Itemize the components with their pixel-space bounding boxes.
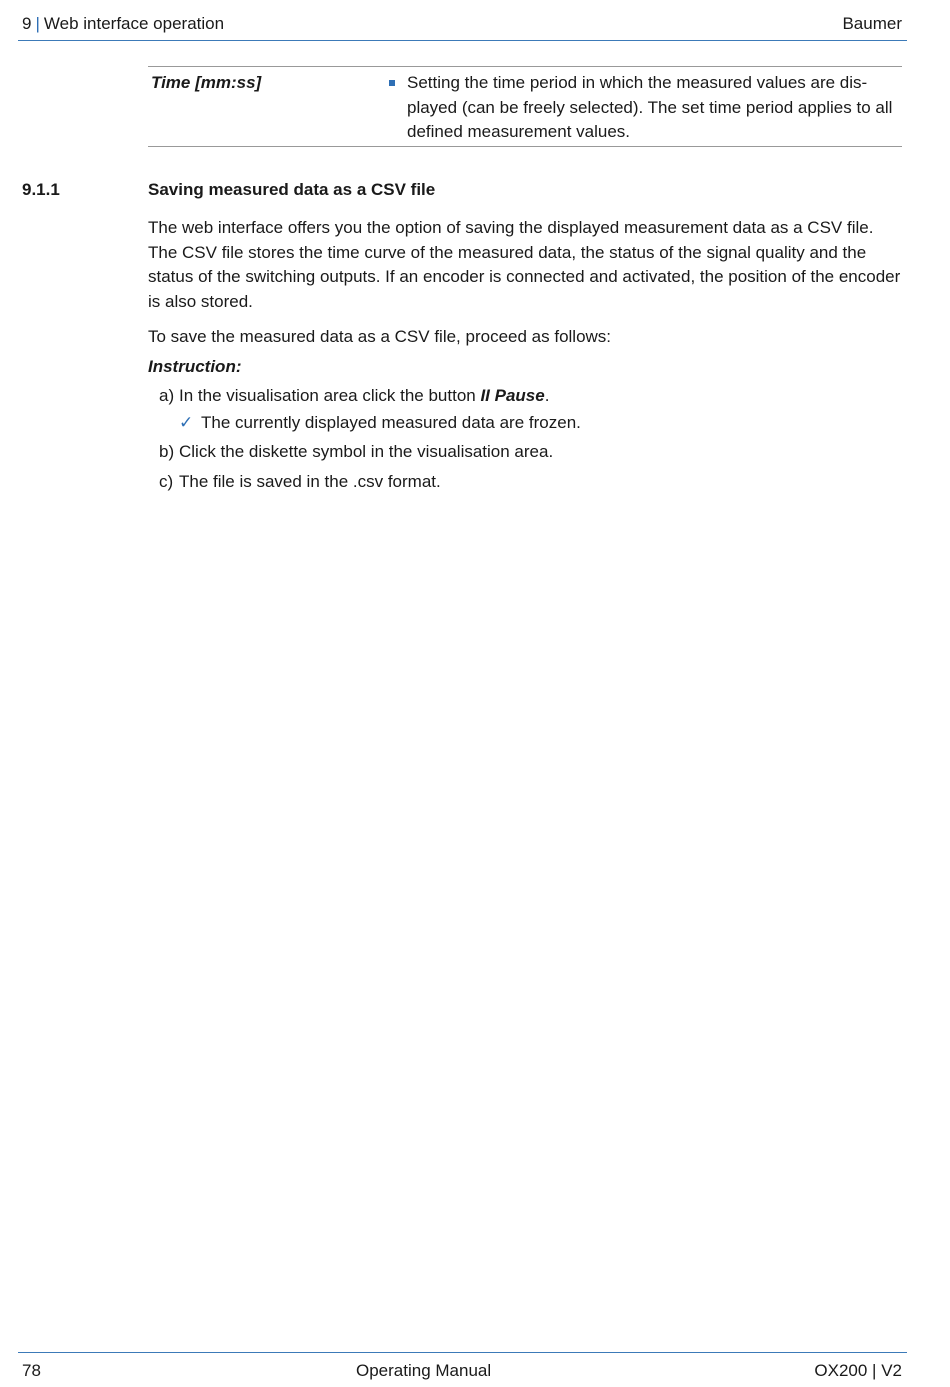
step-marker: c): [159, 472, 174, 491]
pause-button-label: II Pause: [480, 386, 545, 405]
step-suffix: .: [544, 386, 550, 405]
page-footer: [18, 1352, 907, 1387]
step-b: [159, 442, 553, 462]
product-version: OX200 | V2: [814, 1361, 902, 1380]
result-text: The currently displayed measured data are frozen.: [201, 413, 581, 432]
step-text: The file is saved in the .csv format.: [179, 472, 441, 491]
step-c: [159, 472, 441, 492]
bullet-square-icon: [389, 80, 395, 86]
step-text: In the visualisation area click the button: [179, 386, 481, 405]
step-a: [159, 386, 549, 406]
header-chapter: [22, 14, 224, 34]
chapter-title: Web interface operation: [43, 14, 225, 33]
chapter-number: 9: [22, 14, 32, 33]
instruction-label: Instruction:: [148, 357, 242, 376]
header-separator: |: [35, 14, 40, 33]
parameter-name: Time [mm:ss]: [151, 73, 262, 92]
page-number: 78: [22, 1361, 41, 1380]
parameter-description: Setting the time period in which the measured values are dis-played (can be freely selected). The set time period applies to all defined measurement values.: [407, 73, 893, 141]
document-type: Operating Manual: [356, 1361, 492, 1380]
brand-name: Baumer: [842, 14, 902, 33]
step-marker: a): [159, 386, 175, 405]
intro-paragraph: The web interface offers you the option of saving the displayed measurement data as a CSV file. The CSV file stores the time curve of the measured data, the status of the signal quality and the status of the switching outputs. If an encoder is connected and activated, the position of the encoder is also stored.: [148, 218, 901, 311]
step-result: [179, 413, 581, 433]
page-header: [18, 14, 907, 41]
step-marker: b): [159, 442, 175, 461]
section-title: Saving measured data as a CSV file: [148, 180, 436, 199]
step-text: Click the diskette symbol in the visualisation area.: [179, 442, 554, 461]
checkmark-icon: ✓: [179, 413, 194, 432]
parameter-table: [148, 66, 902, 147]
lead-paragraph: To save the measured data as a CSV file, proceed as follows:: [148, 327, 612, 346]
section-number: 9.1.1: [22, 180, 60, 199]
